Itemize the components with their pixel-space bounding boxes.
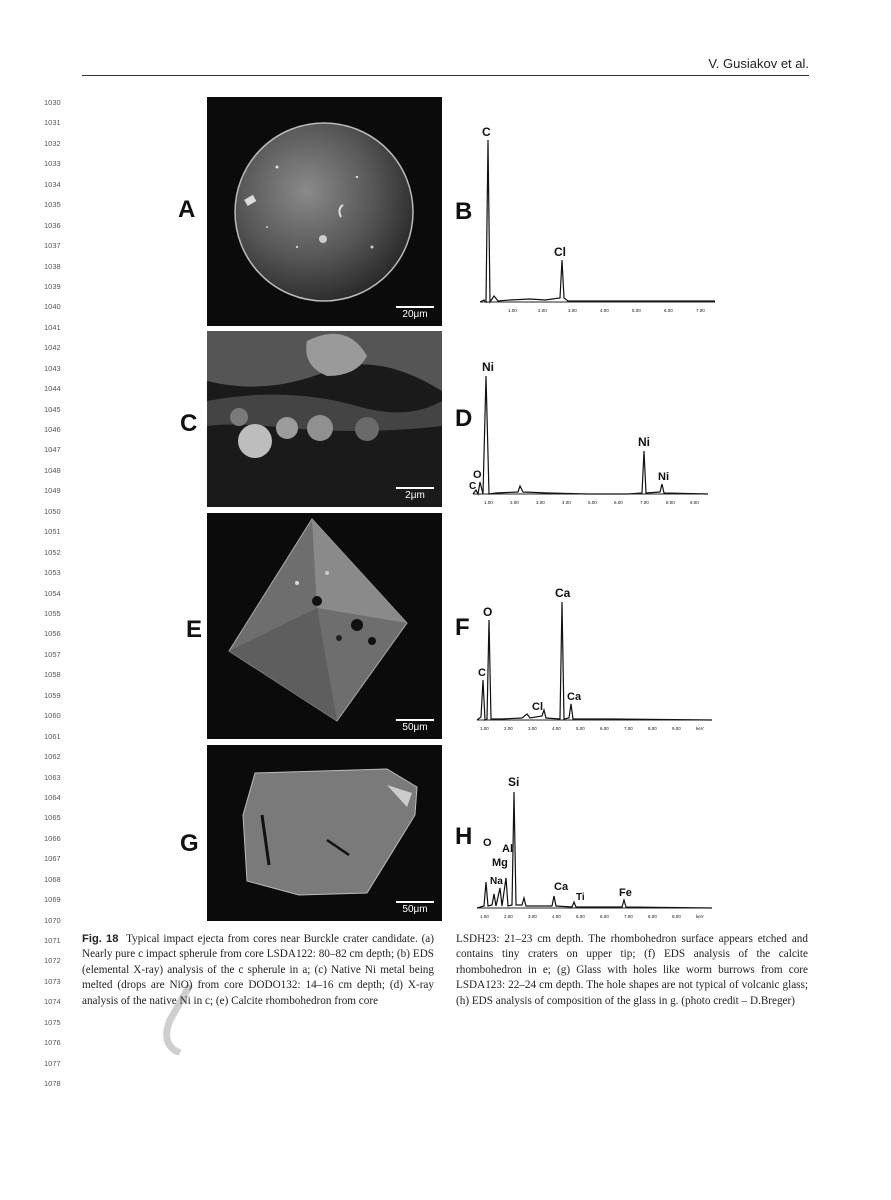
spherule-image [207,97,442,326]
line-number: 1035 [44,200,61,210]
line-number: 1052 [44,547,61,557]
tick-label: 5.00 [588,500,597,505]
panel-d-spectrum [468,356,718,511]
line-number: 1038 [44,261,61,271]
line-number: 1072 [44,956,61,966]
panel-c-sem-image [207,331,442,507]
tick-label: 3.00 [528,914,537,919]
spectrum-d-plot [468,356,718,511]
tick-label: 7.00 [640,500,649,505]
peak-label: C [469,481,477,492]
line-number: 1033 [44,159,61,169]
line-number: 1066 [44,833,61,843]
peak-label: Al [502,843,513,855]
line-number: 1039 [44,281,61,291]
line-number: 1064 [44,792,61,802]
header-rule [82,75,809,76]
line-number: 1040 [44,302,61,312]
tick-label: 8.00 [648,726,657,731]
tick-label: 5.00 [576,726,585,731]
line-number: 1034 [44,179,61,189]
line-number: 1049 [44,486,61,496]
calcite-rhombohedron-image [207,513,442,739]
peak-label: Mg [492,857,508,869]
line-number: 1044 [44,384,61,394]
tick-label: 2.00 [510,500,519,505]
figure-caption-left [82,932,434,1009]
peak-label: C [482,125,491,139]
line-number: 1061 [44,731,61,741]
peak-label: Ni [638,435,650,449]
panel-g-letter: G [180,830,199,857]
panel-f-spectrum [472,582,722,737]
line-number: 1057 [44,649,61,659]
running-head-author: V. Gusiakov et al. [708,56,809,71]
tick-label: 4.00 [552,726,561,731]
panel-a-scale-label: 20μm [402,309,428,320]
tick-label: 4.00 [562,500,571,505]
tick-label: 4.00 [552,914,561,919]
glass-fragment-image [207,745,442,921]
peak-label: O [483,837,492,849]
line-number: 1041 [44,322,61,332]
line-number: 1075 [44,1017,61,1027]
peak-label: O [473,469,482,481]
panel-f-letter: F [455,614,470,641]
line-number: 1054 [44,588,61,598]
line-number: 1037 [44,241,61,251]
line-number: 1074 [44,997,61,1007]
tick-label: 6.00 [614,500,623,505]
peak-label: O [483,605,493,619]
line-number: 1077 [44,1058,61,1068]
line-number: 1055 [44,609,61,618]
panel-h-spectrum [472,770,722,925]
figure-caption-right [456,932,808,1009]
peak-label: Cl [532,701,543,713]
panel-c-scalebar [396,487,434,501]
peak-label: Ni [658,471,669,483]
panel-c-letter: C [180,410,198,437]
tick-label: 6.00 [600,914,609,919]
tick-label: 8.00 [666,500,675,505]
figure-label: Fig. 18 [82,933,119,945]
caption-text-left: Typical impact ejecta from cores near Burckle crater candidate. (a) Nearly pure c impact spherule from core LSDA122: 80–82 cm depth; (b) EDS (elemental X-ray) analysis of the c spherule in a; (c) Native Ni metal being melted (drops are NiO) from core DODO132: 14–16 cm depth; (d) X-ray analysis of the native Ni in c; (e) Calcite rhombohedron from core [82,933,434,1007]
line-number: 1059 [44,690,61,700]
line-number: 1065 [44,813,61,823]
tick-label: 1.00 [484,500,493,505]
peak-label: Ni [482,360,494,374]
ni-metal-image [207,331,442,507]
panel-e-sem-image [207,513,442,739]
line-number: 1078 [44,1079,61,1089]
line-number: 1050 [44,506,61,516]
spectrum-b-plot [470,120,720,325]
line-number: 1069 [44,895,61,905]
panel-a-letter: A [178,196,196,223]
spectrum-d-trace [473,376,708,494]
spectrum-f-trace [477,602,712,720]
line-number: 1056 [44,629,61,639]
tick-label: keV [696,914,704,919]
tick-label: 9.00 [690,500,699,505]
line-number: 1058 [44,670,61,680]
caption-text-right: LSDH23: 21–23 cm depth. The rhombohedron surface appears etched and contains tiny craters on upper tip; (f) EDS analysis of the calcite rhombohedron in e; (g) Glass with holes like worm burrows from core LSDA123: 22–24 cm depth. The hole shapes are not typical of volcanic glass; (h) EDS analysis of composition of the glass in g. (photo credit – D.Breger) [456,933,808,1007]
tick-label: 2.00 [504,914,513,919]
panel-c-scale-label: 2μm [405,490,425,501]
line-number: 1036 [44,220,61,230]
tick-label: 3.00 [528,726,537,731]
tick-label: 5.00 [632,308,641,313]
tick-label: 7.00 [624,726,633,731]
line-number: 1030 [44,98,61,107]
peak-label: Ca [555,586,571,600]
line-number: 1067 [44,854,61,864]
panel-g-sem-image [207,745,442,921]
line-number: 1070 [44,915,61,925]
line-number: 1032 [44,138,61,148]
tick-label: 3.00 [568,308,577,313]
line-number: 1042 [44,343,61,353]
panel-e-scalebar [396,719,434,733]
spectrum-f-plot [472,582,722,737]
spectrum-h-plot [472,770,722,925]
line-number: 1047 [44,445,61,455]
panel-b-letter: B [455,198,473,225]
tick-label: 5.00 [576,914,585,919]
panel-e-letter: E [186,616,203,643]
panel-a-sem-image [207,97,442,326]
tick-label: 1.00 [480,726,489,731]
panel-b-spectrum [470,120,720,325]
peak-label: Si [508,775,520,789]
line-number: 1045 [44,404,61,414]
panel-h-letter: H [455,823,473,850]
tick-label: 9.00 [672,726,681,731]
tick-label: 9.00 [672,914,681,919]
panel-g-scalebar [396,901,434,915]
peak-label: Fe [619,887,632,899]
line-number: 1073 [44,976,61,986]
panel-g-scale-label: 50μm [402,904,428,915]
peak-label: Cl [554,245,566,259]
peak-label: C [478,667,486,679]
peak-label: Ca [567,691,582,703]
peak-label: Na [490,876,503,887]
tick-label: 7.00 [624,914,633,919]
peak-label: Ti [576,892,585,903]
line-number: 1076 [44,1038,61,1048]
line-number: 1046 [44,425,61,435]
tick-label: 6.00 [664,308,673,313]
line-number: 1071 [44,936,61,946]
tick-label: 1.00 [480,914,489,919]
tick-label: 4.00 [600,308,609,313]
panel-e-scale-label: 50μm [402,722,428,733]
line-number: 1062 [44,752,61,762]
tick-label: 6.00 [600,726,609,731]
tick-label: 2.00 [538,308,547,313]
tick-label: 1.00 [508,308,517,313]
line-number: 1053 [44,568,61,578]
tick-label: 7.00 [696,308,705,313]
line-number: 1051 [44,527,61,537]
peak-label: Ca [554,881,569,893]
line-number: 1068 [44,874,61,884]
line-number: 1043 [44,363,61,373]
panel-a-scalebar [396,306,434,320]
line-number: 1063 [44,772,61,782]
tick-label: 3.00 [536,500,545,505]
line-number: 1048 [44,465,61,475]
tick-label: keV [696,726,704,731]
panel-d-letter: D [455,405,473,432]
line-number: 1060 [44,711,61,721]
spectrum-b-trace [480,140,715,302]
tick-label: 2.00 [504,726,513,731]
line-number: 1031 [44,118,61,128]
tick-label: 8.00 [648,914,657,919]
